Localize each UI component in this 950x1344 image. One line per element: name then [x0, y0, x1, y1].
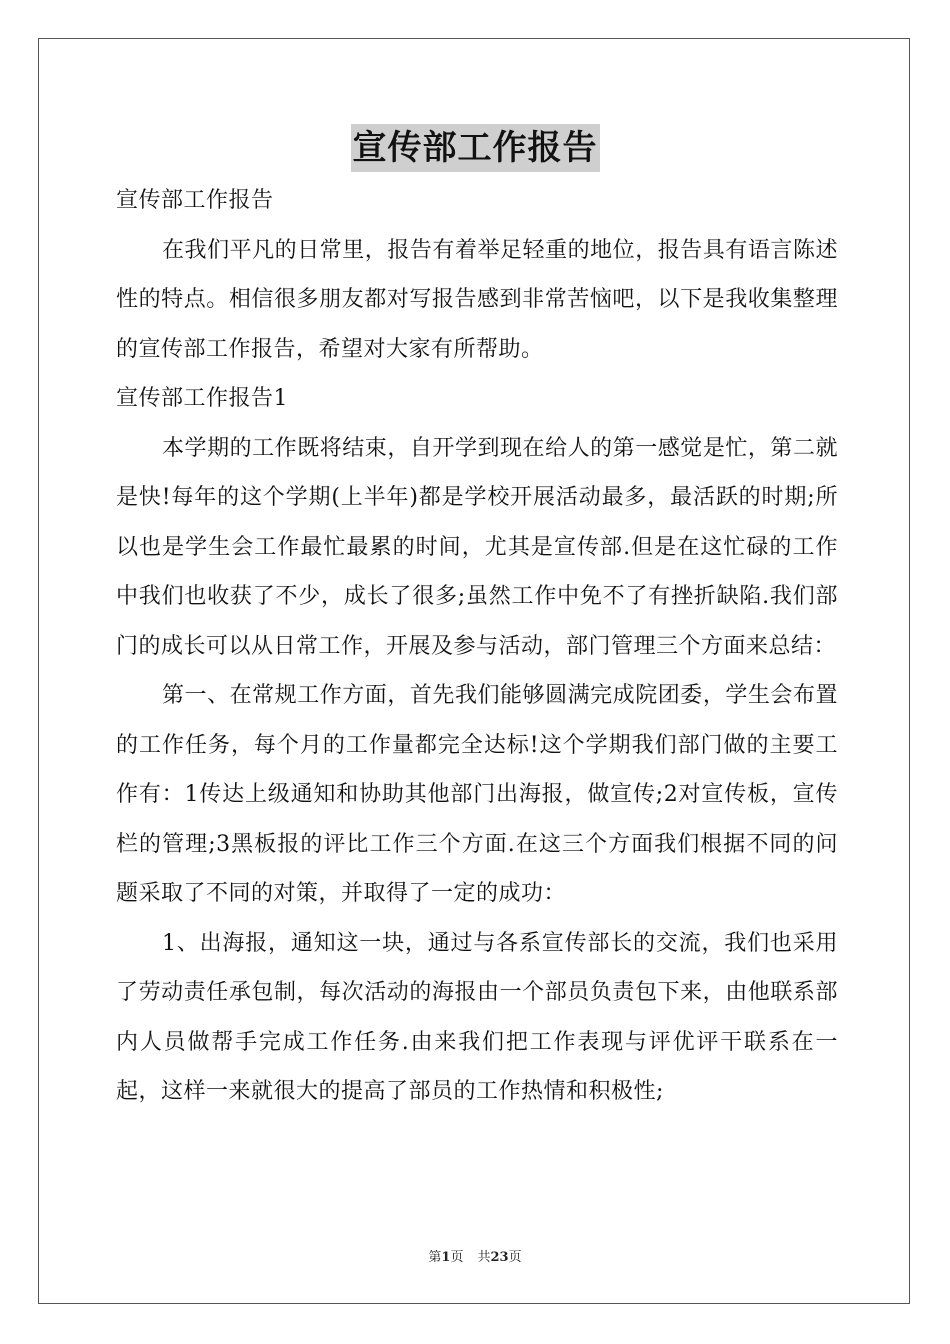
page-number: 1	[441, 1250, 451, 1265]
paragraph-body: 1、出海报，通知这一块，通过与各系宣传部长的交流，我们也采用了劳动责任承包制，每次活动的海报由一个部员负责包下来，由他联系部内人员做帮手完成工作任务.由来我们把工作表现与评优评干联系在一起，这样一来就很大的提高了部员的工作热情和积极性;	[116, 930, 838, 1104]
total-pages: 23	[490, 1250, 509, 1265]
document-title: 宣传部工作报告	[351, 124, 600, 172]
paragraph-section-title: 宣传部工作报告1	[116, 386, 288, 411]
document-body	[116, 176, 838, 1117]
total-suffix: 页	[508, 1250, 522, 1265]
paragraph-heading: 宣传部工作报告	[116, 188, 274, 213]
paragraph-intro: 在我们平凡的日常里，报告有着举足轻重的地位，报告具有语言陈述性的特点。相信很多朋友都对写报告感到非常苦恼吧，以下是我收集整理的宣传部工作报告，希望对大家有所帮助。	[116, 237, 838, 362]
title-container	[0, 124, 950, 172]
total-prefix: 共	[477, 1250, 491, 1265]
page-prefix: 第	[428, 1250, 442, 1265]
paragraph-body: 本学期的工作既将结束，自开学到现在给人的第一感觉是忙，第二就是快!每年的这个学期(上半年)都是学校开展活动最多，最活跃的时期;所以也是学生会工作最忙最累的时间，尤其是宣传部.但是在这忙碌的工作中我们也收获了不少，成长了很多;虽然工作中免不了有挫折缺陷.我们部门的成长可以从日常工作，开展及参与活动，部门管理三个方面来总结：	[116, 435, 838, 659]
page-suffix: 页	[450, 1250, 464, 1265]
page-footer	[0, 1246, 950, 1265]
paragraph-body: 第一、在常规工作方面，首先我们能够圆满完成院团委，学生会布置的工作任务，每个月的工作量都完全达标!这个学期我们部门做的主要工作有：1传达上级通知和协助其他部门出海报，做宣传;2对宣传板，宣传栏的管理;3黑板报的评比工作三个方面.在这三个方面我们根据不同的问题采取了不同的对策，并取得了一定的成功：	[116, 683, 838, 906]
